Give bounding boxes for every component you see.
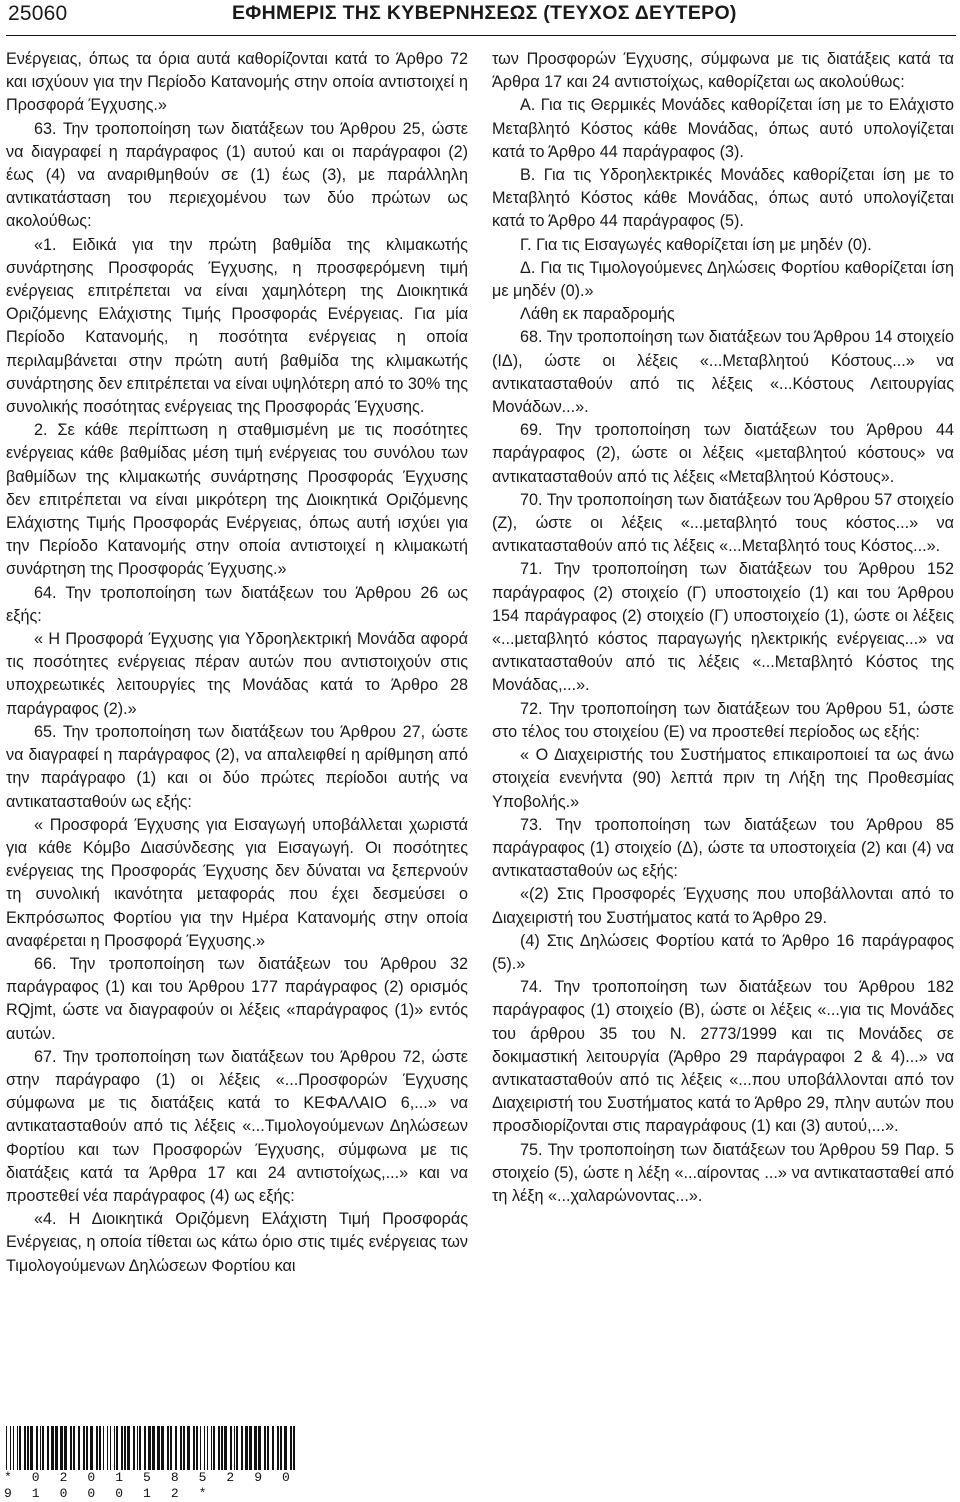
right-column xyxy=(492,48,954,1208)
paragraph: Δ. Για τις Τιμολογούμενες Δηλώσεις Φορτίου καθορίζεται ίση με μηδέν (0).» xyxy=(492,258,954,301)
page-header xyxy=(0,0,960,40)
paragraph: « Η Προσφορά Έγχυσης για Υδροηλεκτρική Μονάδα αφορά τις ποσότητες ενέργειας πέραν αυτών που αντιστοιχούν στις υποχρεωτικές λειτουργίες της Μονάδας κατά το Άρθρο 28 παράγραφος (2).» xyxy=(6,630,468,718)
paragraph: 64. Την τροποποίηση των διατάξεων του Άρθρου 26 ως εξής: xyxy=(6,583,468,625)
barcode-digits: * 0 2 0 1 5 8 5 2 9 0 9 1 0 0 0 1 2 * xyxy=(4,1470,300,1502)
paragraph: (4) Στις Δηλώσεις Φορτίου κατά το Άρθρο 16 παράγραφος (5).» xyxy=(492,931,954,973)
paragraph: 67. Την τροποποίηση των διατάξεων του Άρθρου 72, ώστε στην παράγραφο (1) οι λέξεις «...Προσφορών Έγχυσης σύμφωνα με τις διατάξεις κατά το ΚΕΦΑΛΑΙΟ 6,...» να αντικατασταθούν από τις λέξεις «...Τιμολογούμενων Δηλώσεων Φορτίου και των Προσφορών Έγχυσης, σύμφωνα με τις διατάξεις κατά τα Άρθρα 17 και 24 αντιστοίχως,...» και να προστεθεί νέα παράγραφος (4) ως εξής: xyxy=(6,1047,468,1205)
paragraph: 65. Την τροποποίηση των διατάξεων του Άρθρου 27, ώστε να διαγραφεί η παράγραφος (2), να απαλειφθεί η αρίθμηση από την παράγραφο (1) και οι δύο πρώτες περίοδοι αυτής να αντικατασταθούν ως εξής: xyxy=(6,722,468,811)
paragraph: 2. Σε κάθε περίπτωση η σταθμισμένη με τις ποσότητες ενέργειας κάθε βαθμίδας μέση τιμή ενέργειας του συνόλου των βαθμίδων της κλιμακωτής συνάρτησης Προσφοράς Έγχυσης δεν επιτρέπεται να είναι μικρότερη της Διοικητικά Οριζόμενης Ελάχιστης Τιμής Προσφοράς Ενέργειας, όπως αυτή ισχύει για την Περίοδο Κατανομής στην οποία αντιστοιχεί η κλιμακωτή συνάρτηση της Προσφοράς Έγχυσης.» xyxy=(6,421,468,579)
paragraph: « Προσφορά Έγχυσης για Εισαγωγή υποβάλλεται χωριστά για κάθε Κόμβο Διασύνδεσης για Εισαγωγή. Οι ποσότητες ενέργειας της Προσφοράς Έγχυσης δεν δύναται να ξεπερνούν τη συνολική ικανότητα μεταφοράς που έχει δεσμεύσει ο Εκπρόσωπος Φορτίου για την Ημέρα Κατανομής στην οποία αναφέρεται η Προσφορά Έγχυσης.» xyxy=(6,815,468,950)
paragraph: «1. Ειδικά για την πρώτη βαθμίδα της κλιμακωτής συνάρτησης Προσφοράς Έγχυσης, η προσφερόμενη τιμή ενέργειας επιτρέπεται να είναι χαμηλότερη της Διοικητικά Οριζόμενης Ελάχιστης Τιμής Προσφοράς Ενέργειας. Για μία Περίοδο Κατανομής, η ποσότητα ενέργειας η οποία περιλαμβάνεται στην πρώτη αυτή βαθμίδα της κλιμακωτής συνάρτησης δεν επιτρέπεται να είναι υψηλότερη από το 30% της συνολικής ποσότητας ενέργειας της Προσφοράς Έγχυσης. xyxy=(6,235,469,417)
paragraph: «4. Η Διοικητικά Οριζόμενη Ελάχιστη Τιμή Προσφοράς Ενέργειας, η οποία τίθεται ως κάτω όριο στις τιμές ενέργειας των Τιμολογούμενων Δηλώσεων Φορτίου και xyxy=(6,1210,468,1275)
paragraph: Λάθη εκ παραδρομής xyxy=(520,305,675,324)
paragraph: Γ. Για τις Εισαγωγές καθορίζεται ίση με μηδέν (0). xyxy=(520,235,872,254)
paragraph: 66. Την τροποποίηση των διατάξεων του Άρθρου 32 παράγραφος (1) και του Άρθρου 177 παράγραφος (2) ορισμός RQjmt, ώστε να διαγραφούν οι λέξεις «παράγραφος (1)» εντός αυτών. xyxy=(6,954,468,1043)
paragraph: 69. Την τροποποίηση των διατάξεων του Άρθρου 44 παράγραφος (2), ώστε οι λέξεις «μεταβλητού κόστους» να αντικατασταθούν από τις λέξεις «Μεταβλητού Κόστους». xyxy=(492,421,954,486)
paragraph: 70. Την τροποποίηση των διατάξεων του Άρθρου 57 στοιχείο (Ζ), ώστε οι λέξεις «...μεταβλητό τους κόστος...» να αντικατασταθούν από τις λέξεις «...Μεταβλητό τους Κόστος...». xyxy=(492,490,954,556)
paragraph: 72. Την τροποποίηση των διατάξεων του Άρθρου 51, ώστε στο τέλος του στοιχείου (Ε) να προστεθεί περίοδος ως εξής: xyxy=(492,699,954,741)
paragraph: 75. Την τροποποίηση των διατάξεων του Άρθρου 59 Παρ. 5 στοιχείο (5), ώστε η λέξη «...αίροντας ...» να αντικατασταθεί από τη λέξη «...χαλαρώνοντας...». xyxy=(492,1140,954,1205)
paragraph: «(2) Στις Προσφορές Έγχυσης που υποβάλλονται από το Διαχειριστή του Συστήματος κατά το Άρθρο 29. xyxy=(492,885,954,927)
paragraph: Β. Για τις Υδροηλεκτρικές Μονάδες καθορίζεται ίση με το Μεταβλητό Κόστος κάθε Μονάδας, όπως αυτό υπολογίζεται κατά το Άρθρο 44 παράγραφος (5). xyxy=(492,166,954,231)
paragraph: Α. Για τις Θερμικές Μονάδες καθορίζεται ίση με το Ελάχιστο Μεταβλητό Κόστος κάθε Μονάδας, όπως αυτό υπολογίζεται κατά το Άρθρο 44 παράγραφος (3). xyxy=(492,96,954,161)
paragraph: Ενέργειας, όπως τα όρια αυτά καθορίζονται κατά το Άρθρο 72 και ισχύουν για την Περίοδο Κατανομής στην οποία αντιστοιχεί η Προσφορά Έγχυσης.» xyxy=(6,50,468,115)
header-rule xyxy=(6,35,956,36)
paragraph: των Προσφορών Έγχυσης, σύμφωνα με τις διατάξεις κατά τα Άρθρα 17 και 24 αντιστοίχως, καθορίζεται ως ακολούθως: xyxy=(492,50,954,92)
paragraph: 73. Την τροποποίηση των διατάξεων του Άρθρου 85 παράγραφος (1) στοιχείο (Δ), ώστε τα υποστοιχεία (2) και (4) να αντικατασταθούν ως εξής: xyxy=(492,815,954,881)
journal-title: ΕΦΗΜΕΡΙΣ ΤΗΣ ΚΥΒΕΡΝΗΣΕΩΣ (ΤΕΥΧΟΣ ΔΕΥΤΕΡΟ) xyxy=(232,2,737,24)
paragraph: 63. Την τροποποίηση των διατάξεων του Άρθρου 25, ώστε να διαγραφεί η παράγραφος (1) αυτού και οι παράγραφοι (2) έως (4) να αναριθμηθούν σε (1) έως (3), με παράλληλη αντικατάσταση του περιεχομένου των δύο πρώτων ως ακολούθως: xyxy=(6,119,468,231)
paragraph: 71. Την τροποποίηση των διατάξεων του Άρθρου 152 παράγραφος (2) στοιχείο (Γ) υποστοιχείο (1) και του Άρθρου 154 παράγραφος (2) στοιχείο (Γ) υποστοιχείο (1), ώστε οι λέξεις «...μεταβλητό κόστος παραγωγής ηλεκτρικής ενέργειας...» να αντικατασταθούν από τις λέξεις «...Μεταβλητό Κόστος της Μονάδας,...». xyxy=(492,560,954,695)
paragraph: 68. Την τροποποίηση των διατάξεων του Άρθρου 14 στοιχείο (ΙΔ), ώστε οι λέξεις «...Μεταβλητού Κόστους...» να αντικατασταθούν από τις λέξεις «...Κόστους Λειτουργίας Μονάδων...». xyxy=(492,328,954,417)
paragraph: 74. Την τροποποίηση των διατάξεων του Άρθρου 182 παράγραφος (1) στοιχείο (Β), ώστε οι λέξεις «...για τις Μονάδες του άρθρου 35 του Ν. 2773/1999 και τις Μονάδες σε δοκιμαστική λειτουργία (Άρθρο 29 παράγραφοι 2 & 4)...» να αντικατασταθούν από τις λέξεις «...που υποβάλλονται από τον Διαχειριστή του Συστήματος κατά το Άρθρο 29, πλην αυτών που προσδιορίζονται στις παραγράφους (1) και (3) αυτού,...». xyxy=(492,978,954,1136)
paragraph: « Ο Διαχειριστής του Συστήματος επικαιροποιεί τα ως άνω στοιχεία ενενήντα (90) λεπτά πριν τη Λήξη της Προθεσμίας Υποβολής.» xyxy=(492,746,954,811)
page-number: 25060 xyxy=(8,2,68,25)
left-column xyxy=(6,48,468,1278)
